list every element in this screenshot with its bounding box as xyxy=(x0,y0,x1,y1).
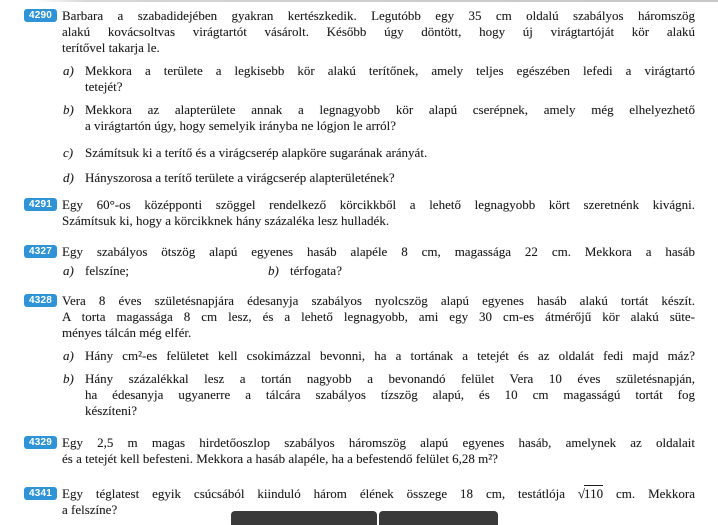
subitem-b xyxy=(63,371,695,419)
subitem-a xyxy=(63,63,695,95)
subitem-columns xyxy=(63,263,695,279)
subitem-text-line: ha édesanyja ugyanerre a tálcára szabályos tízszög alapú, és 10 cm magasságú tortát fog xyxy=(85,387,695,402)
subitem-marker: b) xyxy=(268,263,279,278)
subitem-a xyxy=(63,348,695,364)
problem-4291 xyxy=(0,197,718,229)
problem-number-badge: 4327 xyxy=(24,245,57,258)
problem-number-badge: 4329 xyxy=(24,436,57,449)
subitem-a xyxy=(63,263,268,279)
problem-text-line: és a tetejét kell befesteni. Mekkora a hasáb alapéle, ha a befestendő felület 6,28 m²? xyxy=(62,451,498,466)
subitem-text-line: Számítsuk ki a terítő és a virágcserép alapköre sugarának arányát. xyxy=(85,145,428,160)
subitem-text-line: térfogata? xyxy=(290,263,342,278)
subitem-text-line: felszíne; xyxy=(85,263,130,278)
subitem-b xyxy=(63,102,695,134)
subitem-text-line: Mekkora a területe a legkisebb kör alakú terítőnek, amely teljes egészében lefedi a virágtartó xyxy=(85,63,695,78)
subitem-text-line: Hányszorosa a terítő területe a virágcserép alapterületének? xyxy=(85,170,395,185)
problem-4290 xyxy=(0,8,718,186)
problem-text-line: A torta magassága 8 cm lesz, és a lehető legnagyobb, ami egy 30 cm-es átmérőjű kör alakú süte- xyxy=(62,309,695,324)
problem-4327 xyxy=(0,244,718,279)
subitem-text-line: Hány százalékkal lesz a tortán nagyobb a bevonandó felület Vera 10 éves születésnapján, xyxy=(85,371,695,386)
page-top-edge-shadow xyxy=(0,0,718,2)
problem-text-line: alakú kovácsoltvas virágtartót vásárolt. Később úgy döntött, hogy új virágtartóját kör alakú xyxy=(62,24,695,39)
problem-number-badge: 4341 xyxy=(24,487,57,500)
problem-number-badge: 4328 xyxy=(24,294,57,307)
problem-text-line: Barbara a szabadidejében gyakran kertészkedik. Legutóbb egy 35 cm oldalú szabályos háromszög xyxy=(62,8,695,23)
problem-4328 xyxy=(0,293,718,419)
subitem-text-line: készíteni? xyxy=(85,403,137,418)
problem-text-line: Egy szabályos ötszög alapú egyenes hasáb alapéle 8 cm, magassága 22 cm. Mekkora a hasáb xyxy=(62,244,695,259)
problem-text-line: Vera 8 éves születésnapjára édesanyja szabályos nyolcszög alapú egyenes hasáb alakú tortát készít. xyxy=(62,293,695,308)
subitem-marker: a) xyxy=(63,63,74,78)
square-root-radicand: 110 xyxy=(584,486,604,501)
subitem-marker: a) xyxy=(63,263,74,278)
problem-4329 xyxy=(0,435,718,467)
subitem-marker: d) xyxy=(63,170,74,185)
subitem-text-line: tetejét? xyxy=(85,79,123,94)
subitem-marker: a) xyxy=(63,348,74,363)
problem-text-line: a felszíne? xyxy=(62,502,118,517)
problem-text-line: ményes tálcán még elfér. xyxy=(62,325,192,340)
problem-text-line: terítővel takarja le. xyxy=(62,40,160,55)
problem-text-line: Egy 60°-os középponti szöggel rendelkező körcikkből a lehető legnagyobb kört szeretnénk kivágni. xyxy=(62,197,695,212)
subitem-text-line: Hány cm²-es felületet kell csokimázzal bevonni, ha a tortának a tetejét és az oldalát fedi majd máz? xyxy=(85,348,695,363)
subitem-c xyxy=(63,145,695,161)
square-root-sign: √ xyxy=(577,486,585,501)
subitem-marker: c) xyxy=(63,145,74,160)
problem-text-line xyxy=(62,486,695,502)
problem-number-badge: 4291 xyxy=(24,198,57,211)
text-segment: cm. Mekkora xyxy=(603,486,696,501)
problem-number-badge: 4290 xyxy=(24,9,57,22)
subitem-b xyxy=(268,263,695,279)
subitem-text-line: a virágtartón úgy, hogy semelyik irányba ne lógjon le arról? xyxy=(85,118,397,133)
subitem-marker: b) xyxy=(63,102,74,117)
subitem-text-line: Mekkora az alapterülete annak a legnagyobb kör alapú cserépnek, amely még elhelyezhető xyxy=(85,102,695,117)
problem-text-line: Számítsuk ki, hogy a körcikknek hány százaléka lesz hulladék. xyxy=(62,213,390,228)
problem-text-line: Egy 2,5 m magas hirdetőoszlop szabályos háromszög alapú egyenes hasáb, amelynek az oldalait xyxy=(62,435,695,450)
subitem-marker: b) xyxy=(63,371,74,386)
subitem-d xyxy=(63,170,695,186)
text-segment: Egy téglatest egyik csúcsából kiinduló három élének összege 18 cm, testátlója xyxy=(62,486,578,501)
